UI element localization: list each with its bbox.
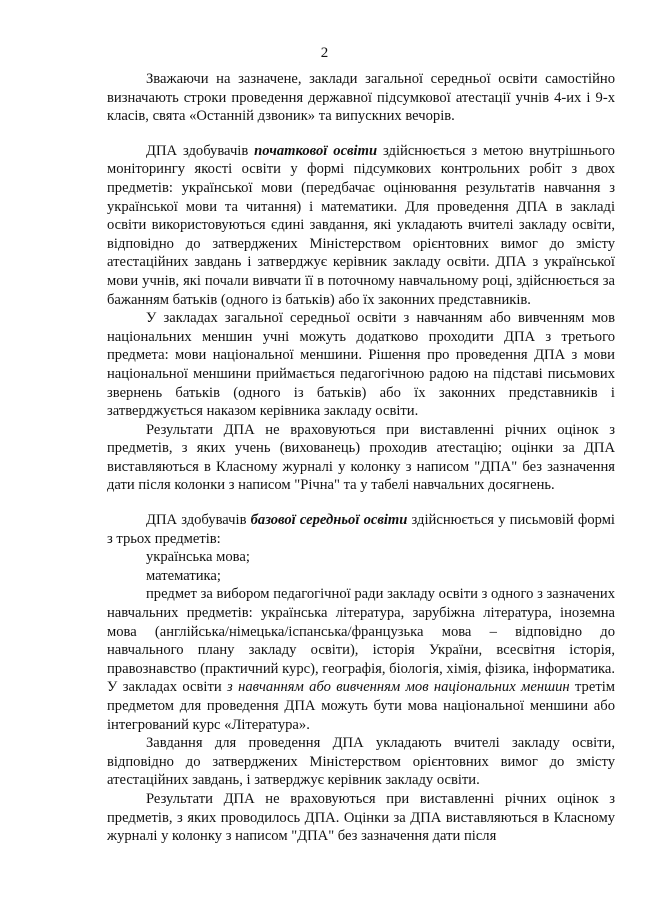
paragraph-primary-education (107, 142, 615, 309)
subject-item-math: математика; (146, 567, 221, 584)
paragraph-results-primary: Результати ДПА не враховуються при виставленні річних оцінок з предметів, з яких учень (вихованець) проходив атестацію; оцінки за ДПА виставляються в Класному журналі у колонку з написом "ДПА" без зазначення дати після колонки з написом "Річна" та у табелі навчальних досягнень. (107, 421, 615, 494)
minorities-emphasis: з навчанням або вивченням мов національних меншин (227, 679, 570, 696)
paragraph-primary-post: здійснюється з метою внутрішнього моніторингу якості освіти у формі підсумкових контрольних робіт з двох предметів: української мови (передбачає оцінювання результатів навчання з української мови та читання) і математики. Для проведення ДПА в закладі освіти використовуються єдині завдання, які укладають вчителі закладу освіти, відповідно до затверджених Міністерством орієнтовних вимог до змісту атестаційних завдань і затверджує керівник закладу освіти. ДПА з української мови учнів, які почали вивчати її в поточному навчальному році, здійснюється за бажанням батьків (одного із батьків) або їх законних представників. (107, 142, 615, 308)
primary-education-emphasis: початкової освіти (254, 142, 378, 159)
subject-item-ukrainian: українська мова; (146, 549, 250, 566)
paragraph-deadlines: Зважаючи на зазначене, заклади загальної середньої освіти самостійно визначають строки проведення державної підсумкової атестації учнів 4-их і 9-х класів, свята «Останній дзвоник» та випускних вечорів. (107, 71, 615, 125)
paragraph-national-minorities: У закладах загальної середньої освіти з навчанням або вивченням мов національних меншин учні можуть додатково проходити ДПА з третього предмета: мови національної меншини. Рішення про проведення ДПА з мови національної меншини приймається педагогічною радою на підставі письмових звернень батьків (одного із батьків) або їх законних представників і затверджується наказом керівника закладу освіти. (107, 310, 615, 420)
document-body (107, 70, 615, 846)
page-number: 2 (320, 45, 329, 61)
paragraph-results-basic: Результати ДПА не враховуються при виставленні річних оцінок з предметів, з яких проводилось ДПА. Оцінки за ДПА виставляються в Класному журналі у колонку з написом "ДПА" без зазначення дати після (107, 790, 615, 845)
paragraph-basic-pre: ДПА здобувачів (146, 512, 251, 529)
paragraph-elective-pre: предмет за вибором педагогічної ради закладу освіти з одного з зазначених навчальних предметів: українська література, зарубіжна література, іноземна мова (англійська/німецька/іспанська/французька мова – відповідно до навчального плану закладу освіти), історія України, всесвітня історія, правознавство (практичний курс), географія, біологія, хімія, фізика, інформатика. У закладах освіти (107, 586, 615, 696)
paragraph-basic-post: здійснюється у письмовій формі з трьох предметів: (107, 512, 615, 547)
paragraph-elective-post: третім предметом для проведення ДПА можуть бути мова національної меншини або інтегрований курс «Література». (107, 679, 615, 733)
paragraph-primary-pre: ДПА здобувачів (146, 142, 255, 159)
paragraph-basic-education (107, 511, 615, 548)
paragraph-elective-subject (107, 585, 615, 734)
basic-education-emphasis: базової середньої освіти (250, 512, 408, 529)
paragraph-tasks: Завдання для проведення ДПА укладають вчителі закладу освіти, відповідно до затверджених Міністерством орієнтовних вимог до змісту атестаційних завдань, і затверджує керівник закладу освіти. (107, 735, 615, 789)
